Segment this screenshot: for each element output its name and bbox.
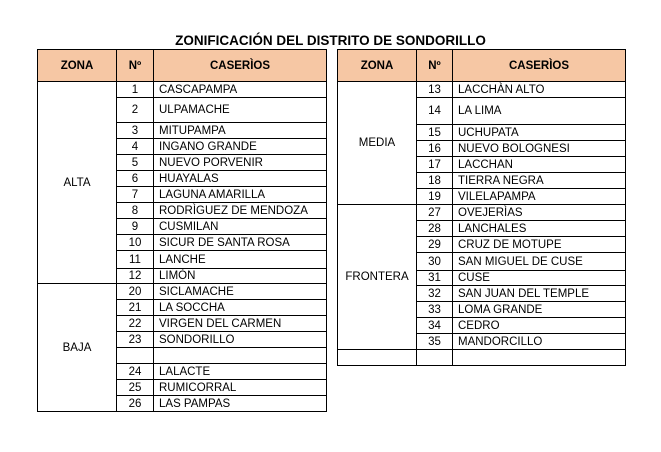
number-cell: 1	[117, 82, 154, 98]
number-cell: 6	[117, 171, 154, 187]
zone-cell: ALTA	[38, 82, 117, 284]
caserio-cell: LANCHALES	[453, 221, 626, 237]
caserio-cell: SAN JUAN DEL TEMPLE	[453, 286, 626, 302]
zone-cell: MEDIA	[338, 82, 417, 205]
caserio-cell: SICUR DE SANTA ROSA	[154, 235, 327, 251]
caserio-cell: LA LIMA	[453, 98, 626, 125]
number-cell: 28	[417, 221, 453, 237]
table-row	[338, 205, 626, 221]
number-cell: 34	[417, 318, 453, 334]
number-cell: 21	[117, 300, 154, 316]
number-cell: 29	[417, 237, 453, 253]
header-caserios: CASERÌOS	[453, 50, 626, 82]
caserio-cell: CUSMILAN	[154, 219, 327, 235]
zones-table-right	[337, 49, 626, 366]
caserio-cell: TIERRA NEGRA	[453, 173, 626, 189]
caserio-cell: NUEVO BOLOGNESI	[453, 141, 626, 157]
number-cell: 23	[117, 332, 154, 348]
caserio-cell: LA SOCCHA	[154, 300, 327, 316]
number-cell: 32	[417, 286, 453, 302]
caserio-cell: CEDRO	[453, 318, 626, 334]
number-cell: 7	[117, 187, 154, 203]
caserio-cell: SAN MIGUEL DE CUSE	[453, 253, 626, 271]
table-row	[38, 82, 327, 98]
caserio-cell: HUAYALAS	[154, 171, 327, 187]
caserio-cell: LACCHAN	[453, 157, 626, 173]
caserio-cell: CUSE	[453, 271, 626, 286]
number-cell: 22	[117, 316, 154, 332]
number-cell: 8	[117, 203, 154, 219]
number-cell: 2	[117, 98, 154, 123]
table-header-row	[38, 50, 327, 82]
number-cell: 24	[117, 364, 154, 380]
number-cell: 33	[417, 302, 453, 318]
caserio-cell	[453, 350, 626, 366]
zone-cell: BAJA	[38, 284, 117, 412]
table-row	[38, 284, 327, 300]
table-row	[338, 350, 626, 366]
number-cell	[417, 350, 453, 366]
header-zona: ZONA	[338, 50, 417, 82]
number-cell: 4	[117, 139, 154, 155]
number-cell: 14	[417, 98, 453, 125]
number-cell: 26	[117, 396, 154, 412]
caserio-cell: VIRGEN DEL CARMEN	[154, 316, 327, 332]
caserio-cell: CASCAPAMPA	[154, 82, 327, 98]
number-cell: 11	[117, 251, 154, 269]
caserio-cell: LANCHE	[154, 251, 327, 269]
number-cell: 12	[117, 269, 154, 284]
number-cell: 9	[117, 219, 154, 235]
caserio-cell: LIMÒN	[154, 269, 327, 284]
caserio-cell: OVEJERÌAS	[453, 205, 626, 221]
caserio-cell: MANDORCILLO	[453, 334, 626, 350]
caserio-cell: CRUZ DE MOTUPE	[453, 237, 626, 253]
caserio-cell	[154, 348, 327, 364]
number-cell: 20	[117, 284, 154, 300]
caserio-cell: RUMICORRAL	[154, 380, 327, 396]
caserio-cell: LALACTE	[154, 364, 327, 380]
zones-table-left	[37, 49, 327, 412]
header-zona: ZONA	[38, 50, 117, 82]
number-cell: 3	[117, 123, 154, 139]
header-num: Nº	[417, 50, 453, 82]
number-cell: 18	[417, 173, 453, 189]
page-title: ZONIFICACIÓN DEL DISTRITO DE SONDORILLO	[175, 33, 486, 48]
number-cell: 19	[417, 189, 453, 205]
header-caserios: CASERÌOS	[154, 50, 327, 82]
caserio-cell: LACCHÀN ALTO	[453, 82, 626, 98]
caserio-cell: LAS PAMPAS	[154, 396, 327, 412]
caserio-cell: UCHUPATA	[453, 125, 626, 141]
number-cell: 16	[417, 141, 453, 157]
header-num: Nº	[117, 50, 154, 82]
caserio-cell: NUEVO PORVENIR	[154, 155, 327, 171]
caserio-cell: VILELAPAMPA	[453, 189, 626, 205]
number-cell	[117, 348, 154, 364]
number-cell: 25	[117, 380, 154, 396]
caserio-cell: MITUPAMPA	[154, 123, 327, 139]
number-cell: 27	[417, 205, 453, 221]
caserio-cell: INGANO GRANDE	[154, 139, 327, 155]
number-cell: 13	[417, 82, 453, 98]
number-cell: 31	[417, 271, 453, 286]
caserio-cell: SONDORILLO	[154, 332, 327, 348]
caserio-cell: ULPAMACHE	[154, 98, 327, 123]
number-cell: 35	[417, 334, 453, 350]
caserio-cell: RODRÌGUEZ DE MENDOZA	[154, 203, 327, 219]
number-cell: 17	[417, 157, 453, 173]
zone-cell: FRONTERA	[338, 205, 417, 350]
number-cell: 5	[117, 155, 154, 171]
number-cell: 30	[417, 253, 453, 271]
caserio-cell: LAGUNA AMARILLA	[154, 187, 327, 203]
table-header-row	[338, 50, 626, 82]
zone-cell	[338, 350, 417, 366]
number-cell: 15	[417, 125, 453, 141]
number-cell: 10	[117, 235, 154, 251]
caserio-cell: SICLAMACHE	[154, 284, 327, 300]
table-row	[338, 82, 626, 98]
caserio-cell: LOMA GRANDE	[453, 302, 626, 318]
